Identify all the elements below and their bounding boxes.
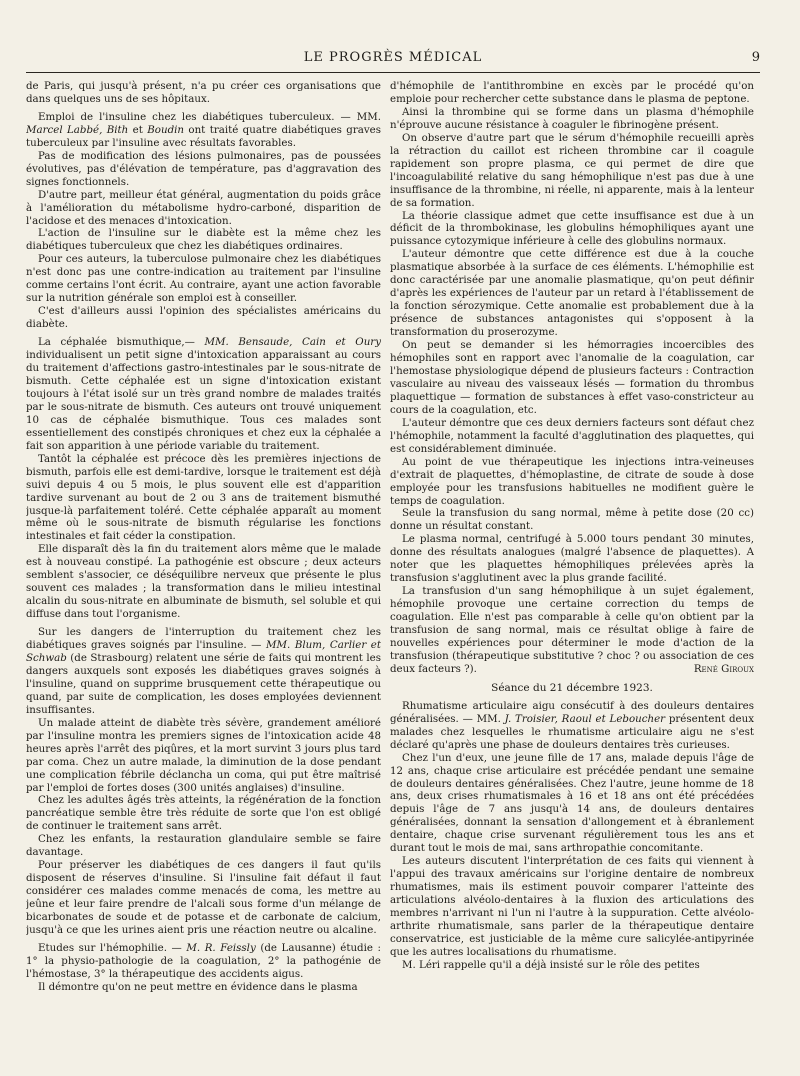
paragraph-text: rappelle qu'il a déjà insisté sur le rôle des petites <box>440 958 700 971</box>
paragraph: Chez les enfants, la restauration glandulaire semble se faire davantage. <box>26 833 381 859</box>
left-column <box>26 80 381 1070</box>
authors: MM. Blum, Carlier et Schwab <box>26 639 381 664</box>
section-heading: Etudes sur l'hémophilie. — <box>38 941 187 954</box>
section-text: (de Lausanne) étudie : 1° la physio-pathologie de la coagulation, 2° la pathogénie de l'hémostase, 3° la thérapeutique des accidents aigus. <box>26 941 381 980</box>
paragraph: C'est d'ailleurs aussi l'opinion des spécialistes américains du diabète. <box>26 305 381 331</box>
paragraph: L'action de l'insuline sur le diabète est la même chez les diabétiques tuberculeux que chez les diabétiques ordinaires. <box>26 227 381 253</box>
paragraph-text: La transfusion d'un sang hémophilique à un sujet également, hémophile provoque une certaine correction du temps de coagulation. Elle n'est pas comparable à celle qu'on obtient par la transfusion de sang normal, mais ce résultat oblige à faire de nouvelles expériences pour déterminer le mode d'action de la transfusion (thérapeutique substitutive ? choc ? ou association de ces deux facteurs ?). <box>390 585 754 675</box>
authors: M. R. Feissly <box>186 941 256 954</box>
section-heading: La céphalée bismuthique,— <box>38 336 205 349</box>
section-text: ont traité quatre diabétiques graves tuberculeux par l'insuline avec résultats favorables. <box>26 123 381 149</box>
authors: J. Troisier, Raoul et Leboucher <box>504 712 666 725</box>
paragraph: La théorie classique admet que cette insuffisance est due à un déficit de la thrombokinase, les globulins hémophiliques ayant une puissance cytozymique inférieure à celle des globulins normaux. <box>390 209 754 248</box>
authors: Boudin <box>147 123 185 136</box>
paragraph: Tantôt la céphalée est précoce dès les premières injections de bismuth, parfois elle est demi-tardive, lorsque le traitement est déjà suivi depuis 4 ou 5 mois, le plus souvent elle est d'apparition tardive survenant au bout de 2 ou 3 ans de traitement bismuthé jusque-là parfaitement toléré. Cette céphalée apparaît au moment même où le sous-nitrate de bismuth régularise les fonctions intestinales et fait céder la constipation. <box>26 452 381 543</box>
paragraph <box>390 959 754 972</box>
paragraph: Chez les adultes âgés très atteints, la régénération de la fonction pancréatique semble être très réduite de sorte que l'on est obligé de continuer le traitement sans arrêt. <box>26 794 381 833</box>
paragraph: Pas de modification des lésions pulmonaires, pas de poussées évolutives, pas d'élévation de température, pas d'aggravation des signes fonctionnels. <box>26 149 381 188</box>
paragraph: Pour ces auteurs, la tuberculose pulmonaire chez les diabétiques n'est donc pas une contre-indication au traitement par l'insuline comme certains l'ont écrit. Au contraire, ayant une action favorable sur la nutrition générale son emploi est à conseiller. <box>26 253 381 305</box>
section-text: (de Strasbourg) relatent une série de faits qui montrent les dangers auxquels sont exposés les diabétiques graves soignés à l'insuline, quand on supprime brusquement cette thérapeutique ou quand, par suite de complication, les doses employées deviennent insuffisantes. <box>26 651 381 716</box>
paragraph: Pour préserver les diabétiques de ces dangers il faut qu'ils disposent de réserves d'insuline. Si l'insuline fait défaut il faut considérer ces malades comme menacés de coma, les mettre au jeûne et leur faire prendre de l'alcali sous forme d'un mélange de bicarbonates de soude et de potasse et de carbonate de calcium, jusqu'à ce que les urines aient pris une réaction neutre ou alcaline. <box>26 859 381 936</box>
insuline-section <box>26 111 381 150</box>
paragraph: Un malade atteint de diabète très sévère, grandement amélioré par l'insuline montra les premiers signes de l'intoxication acide 48 heures après l'arrêt des piqûres, et la mort survint 3 jours plus tard par coma. Chez un autre malade, la diminution de la dose pendant une complication fébrile déclancha un coma, qui put être maîtrisé par l'emploi de fortes doses (300 unités anglaises) d'insuline. <box>26 716 381 794</box>
dangers-section <box>26 626 381 717</box>
section-text: présentent deux malades chez lesquelles le rhumatisme articulaire aigu ne s'est déclaré qu'après une phase de douleurs dentaires très curieuses. <box>390 712 754 751</box>
header-rule <box>26 72 760 73</box>
paragraph: On observe d'autre part que le sérum d'hémophile recueilli après la rétraction du caillot est richeen thrombine car il coagule rapidement son propre plasma, ce qui permet de dire que l'incoagulabilité relative du sang hémophilique n'est pas due à une insuffisance de la thrombine, ni réelle, ni apparente, mais à la lenteur de sa formation. <box>390 131 754 209</box>
right-column <box>390 80 754 1070</box>
author-name: M. Léri <box>402 958 441 971</box>
running-title: LE PROGRÈS MÉDICAL <box>303 50 483 65</box>
rhumatisme-section <box>390 700 754 752</box>
session-date: Séance du 21 décembre 1923. <box>491 681 653 694</box>
conjunction: et <box>128 123 148 136</box>
author-signature: René Giroux <box>693 662 754 675</box>
section-text: individualisent un petit signe d'intoxication apparaissant au cours du traitement d'affections gastro-intestinales par le sous-nitrate de bismuth. Cette céphalée est un signe d'intoxication existant toujours à l'état isolé sur un très grand nombre de malades traités par le sous-nitrate de bismuth. Ces auteurs ont trouvé uniquement 10 cas de céphalée bismuthique. Tous ces malades sont essentiellement des constipés chroniques et chez eux la céphalée a fait son apparition à une période variable du traitement. <box>26 349 381 452</box>
paragraph: Chez l'un d'eux, une jeune fille de 17 ans, malade depuis l'âge de 12 ans, chaque crise articulaire est précédée pendant une semaine de douleurs dentaires généralisées. Chez l'autre, jeune homme de 18 ans, deux crises rhumatismales à 16 et 18 ans ont été précédées depuis l'âge de 7 ans jusqu'à 14 ans, de douleurs dentaires généralisées, donnant la sensation d'allongement et à ébranlement dentaire, chaque crise survenant régulièrement tous les ans et durant tout le mois de mai, sans arthropathie concomitante. <box>390 751 754 855</box>
paragraph: Ainsi la thrombine qui se forme dans un plasma d'hémophile n'éprouve aucune résistance à coaguler le fibrinogène présent. <box>390 105 754 131</box>
paragraph: Elle disparaît dès la fin du traitement alors même que le malade est à nouveau constipé. La pathogénie est obscure ; deux acteurs semblent s'associer, ce déséquilibre nerveux que présente le plus souvent ces malades ; la transformation dans le milieu intestinal alcalin du sous-nitrate en albuminate de bismuth, sel soluble et qui diffuse dans tout l'organisme. <box>26 543 381 621</box>
paragraph: Le plasma normal, centrifugé à 5.000 tours pendant 30 minutes, donne des résultats analogues (malgré l'absence de plaquettes). A noter que les plaquettes hémophiliques prélevées après la transfusion s'agglutinent avec la plus grande facilité. <box>390 533 754 585</box>
paragraph: de Paris, qui jusqu'à présent, n'a pu créer ces organisations que dans quelques uns de ses hôpitaux. <box>26 80 381 105</box>
paragraph: Seule la transfusion du sang normal, même à petite dose (20 cc) donne un résultat constant. <box>390 507 754 533</box>
paragraph: Au point de vue thérapeutique les injections intra-veineuses d'extrait de plaquettes, d'hémoplastine, de citrate de soude à dose employée pour les transfusions habituelles ne modifient guère le temps de coagulation. <box>390 455 754 507</box>
cephalee-section <box>26 336 381 453</box>
paragraph: Les auteurs discutent l'interprétation de ces faits qui viennent à l'appui des travaux américains sur l'origine dentaire de nombreux rhumatismes, mais ils estiment pouvoir comparer l'atteinte des articulations alvéolo-dentaires à la fluxion des articulations des membres n'arrivant ni l'un ni l'autre à la suppuration. Cette alvéolo-arthrite rhumatismale, sans parler de la thérapeutique dentaire conservatrice, est justiciable de la même cure salicylée-antipyrinée que les autres localisations du rhumatisme. <box>390 855 754 958</box>
section-heading: Sur les dangers de l'interruption du traitement chez les diabétiques graves soignés par l'insuline. — <box>26 626 381 652</box>
section-heading: Emploi de l'insuline chez les diabétiques tuberculeux. — MM. <box>38 110 381 123</box>
paragraph: Il démontre qu'on ne peut mettre en évidence dans le plasma <box>38 980 358 993</box>
paragraph: L'auteur démontre que ces deux derniers facteurs sont défaut chez l'hémophile, notamment la faculté d'agglutination des plaquettes, qui est considérablement diminuée. <box>390 416 754 455</box>
authors: MM. Bensaude, Cain et Oury <box>204 336 381 349</box>
hemophilie-section <box>26 942 381 981</box>
page-header <box>26 48 760 70</box>
paragraph: L'auteur démontre que cette différence est due à la couche plasmatique absorbée à la surface de ces éléments. L'hémophilie est donc caractérisée par une anomalie plasmatique, qu'on peut définir d'après les expériences de l'auteur par un retard à l'établissement de la fonction sérozymique. Cette anomalie est probablement due à la présence de substances antagonistes qui s'opposent à la transformation du proserozyme. <box>390 248 754 339</box>
paragraph: On peut se demander si les hémorragies incoercibles des hémophiles sont en rapport avec l'anomalie de la coagulation, car l'hemostase physiologique dépend de plusieurs facteurs : Contraction vasculaire au niveau des vaisseaux lésés — formation du thrombus plaquettique — formation de substances à effet vaso-constricteur au cours de la coagulation, etc. <box>390 339 754 416</box>
section-heading: Rhumatisme articulaire aigu consécutif à des douleurs dentaires généralisées. — MM. <box>390 699 754 725</box>
page-number: 9 <box>751 50 760 65</box>
paragraph: d'hémophile de l'antithrombine en excès par le procédé qu'on emploie pour rechercher cette substance dans le plasma de peptone. <box>390 80 754 105</box>
paragraph: D'autre part, meilleur état général, augmentation du poids grâce à l'amélioration du métabolisme hydro-carboné, disparition de l'acidose et des menaces d'intoxication. <box>26 188 381 227</box>
authors: Marcel Labbé, Bith <box>26 123 129 136</box>
paragraph <box>390 585 754 676</box>
